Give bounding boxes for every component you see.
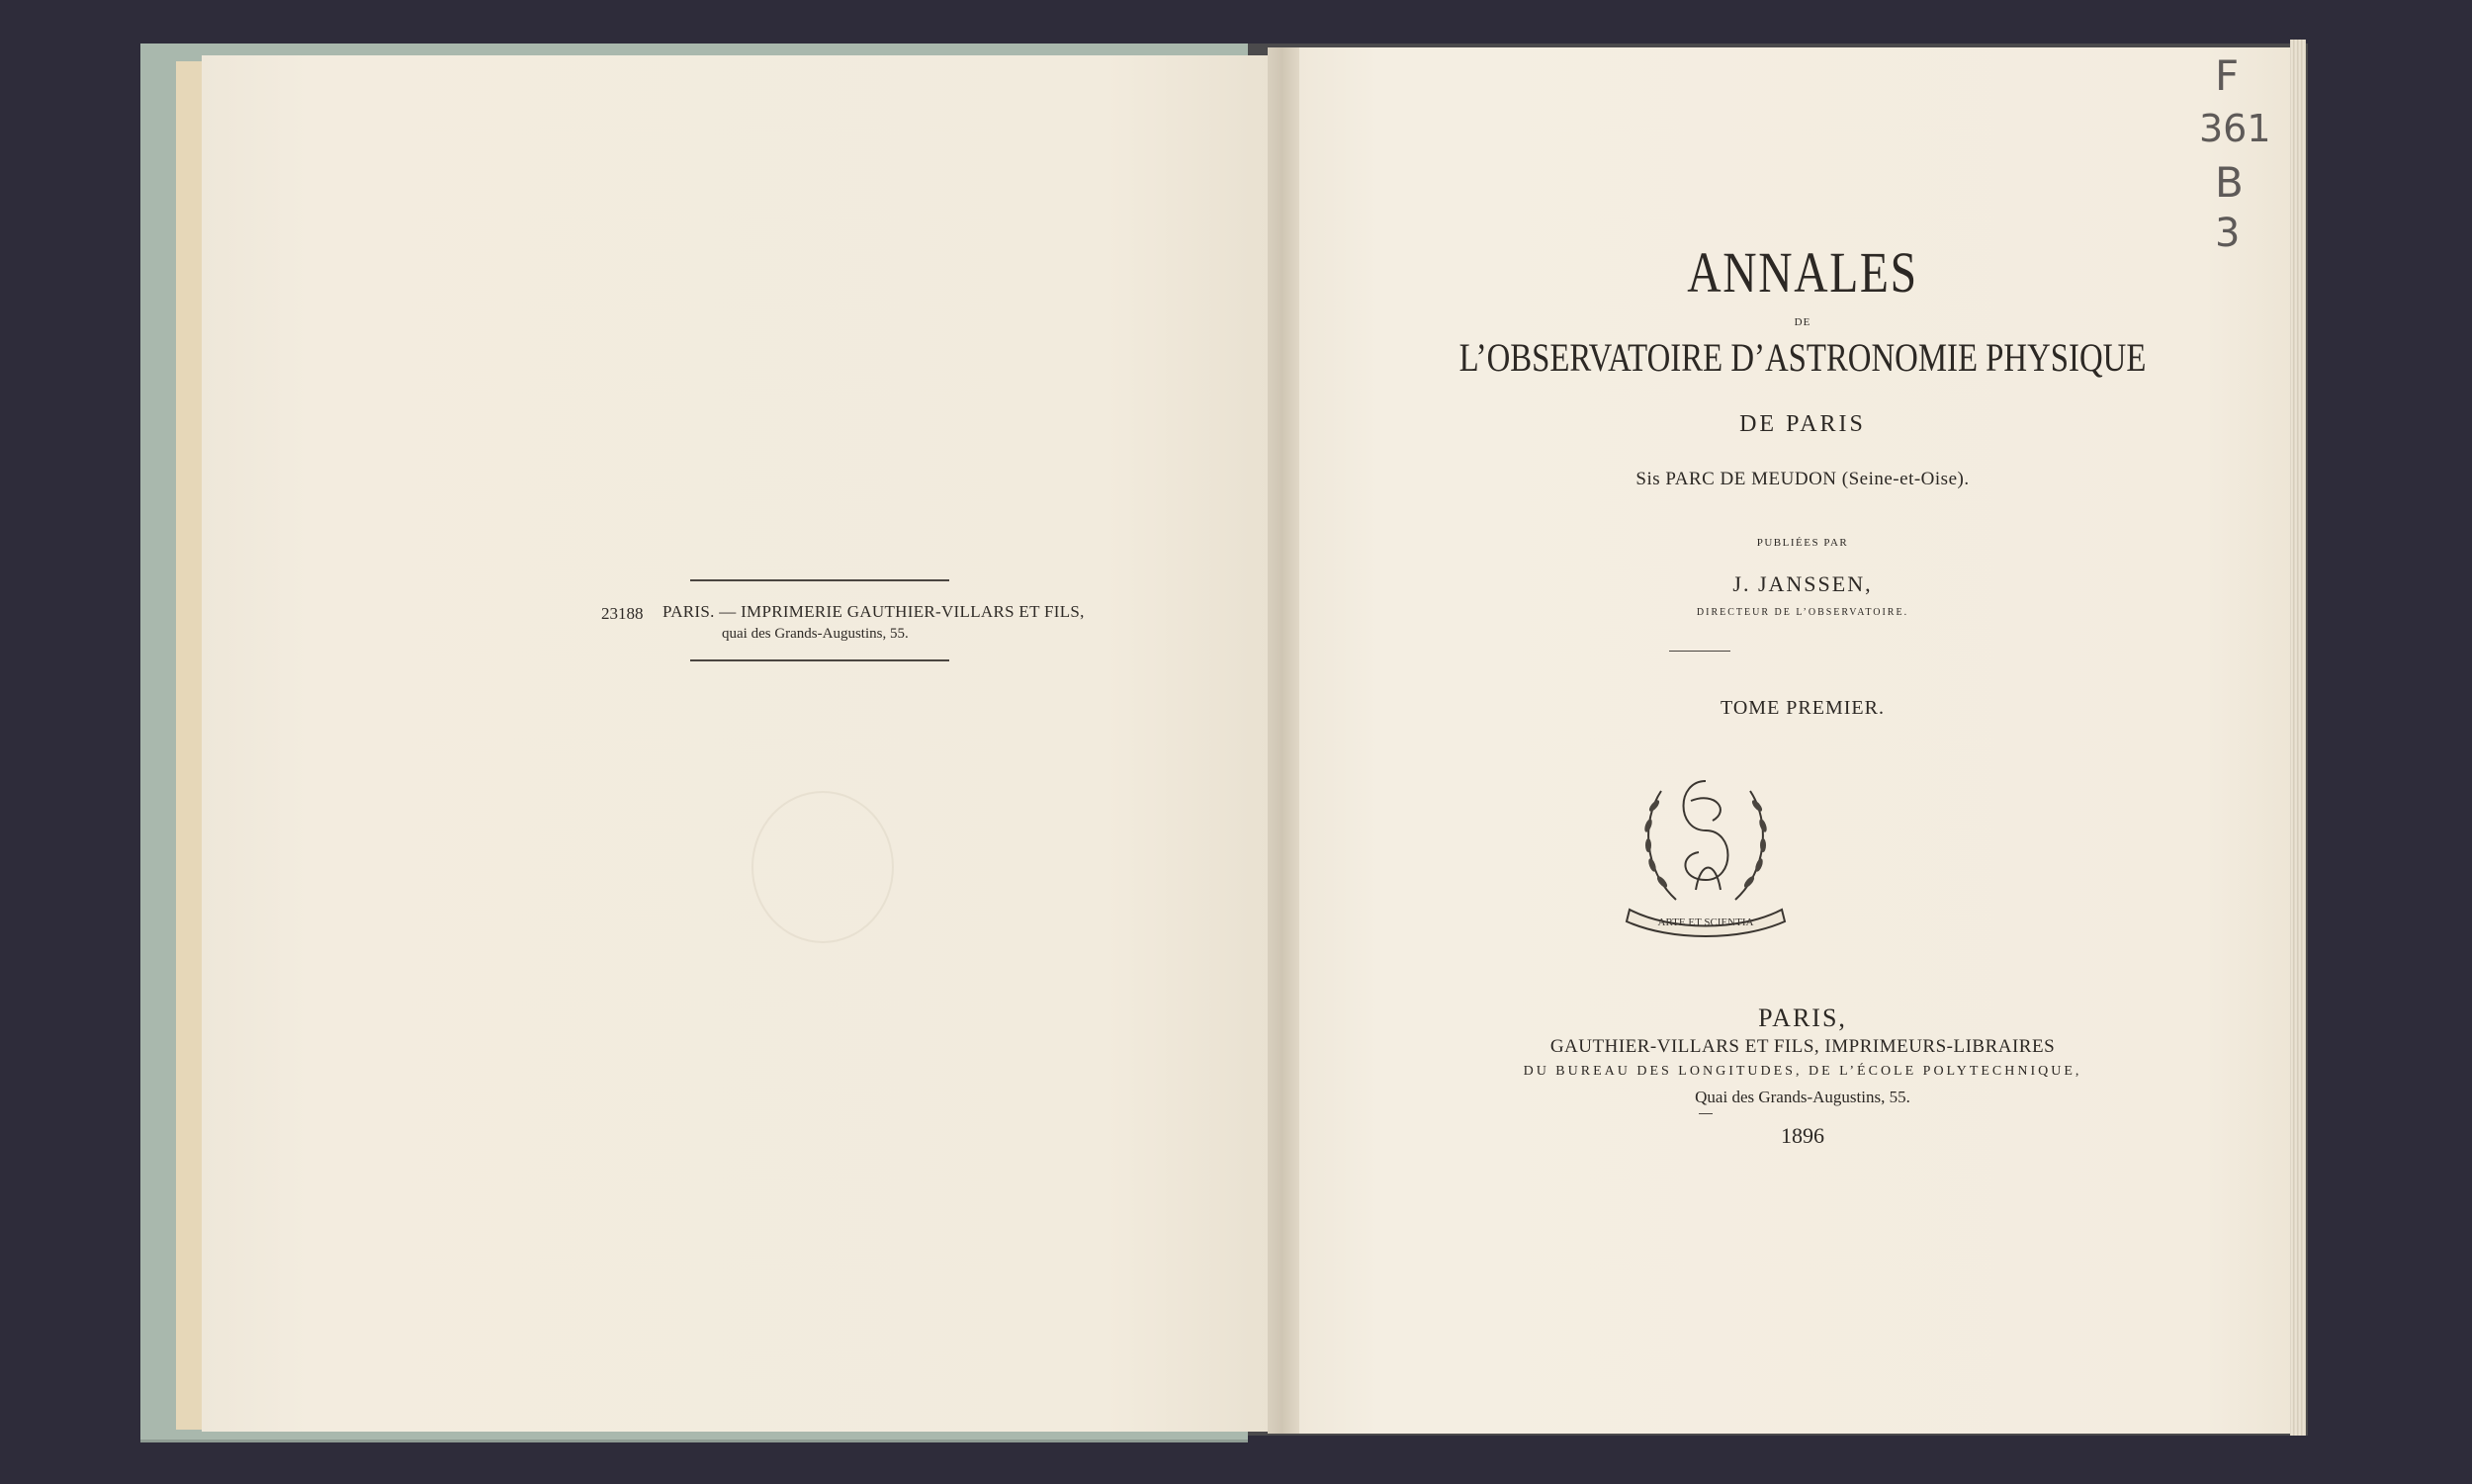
shelfmark-line-1: F [2215, 51, 2240, 100]
emblem-ribbon-text: ARTE ET SCIENTIA [1657, 917, 1754, 928]
publisher-address: Quai des Grands-Augustins, 55. [1695, 1088, 1910, 1106]
shelfmark-line-3: B [2215, 158, 2244, 207]
laurel-monogram-emblem [1622, 761, 1790, 939]
shelfmark-line-4: 3 [2215, 211, 2241, 256]
title-city: DE PARIS [1739, 411, 1866, 437]
shelfmark-line-2: 361 [2199, 107, 2271, 150]
imprint-rule-top [690, 579, 949, 581]
volume-label: TOME PREMIER. [1721, 697, 1885, 719]
show-through-emblem [751, 791, 894, 943]
title-annales: ANNALES [1687, 240, 1918, 305]
published-by-label: PUBLIÉES PAR [1756, 537, 1849, 549]
location-line: Sis PARC DE MEUDON (Seine-et-Oise). [1635, 469, 1970, 489]
imprint-address: quai des Grands-Augustins, 55. [722, 626, 909, 642]
imprint-number: 23188 [601, 604, 644, 623]
book-gutter [1268, 47, 1299, 1434]
year-divider [1699, 1113, 1713, 1114]
title-divider [1669, 651, 1730, 652]
title-observatory: L’OBSERVATOIRE D’ASTRONOMIE PHYSIQUE [1458, 335, 2147, 380]
page-edges [2290, 40, 2306, 1436]
publisher-city: PARIS, [1758, 1004, 1847, 1032]
left-page [202, 55, 1268, 1432]
imprint-text: PARIS. — IMPRIMERIE GAUTHIER-VILLARS ET FILS, [662, 602, 1085, 621]
publisher-name: GAUTHIER-VILLARS ET FILS, IMPRIMEURS-LIBRAIRES [1549, 1036, 2056, 1057]
publisher-bureau: DU BUREAU DES LONGITUDES, DE L’ÉCOLE POLYTECHNIQUE, [1523, 1064, 2082, 1079]
author-role: DIRECTEUR DE L’OBSERVATOIRE. [1696, 607, 1909, 618]
publication-year: 1896 [1781, 1123, 1824, 1148]
author-name: J. JANSSEN, [1732, 571, 1873, 596]
imprint-rule-bottom [690, 659, 949, 661]
title-connector: DE [1794, 316, 1811, 328]
